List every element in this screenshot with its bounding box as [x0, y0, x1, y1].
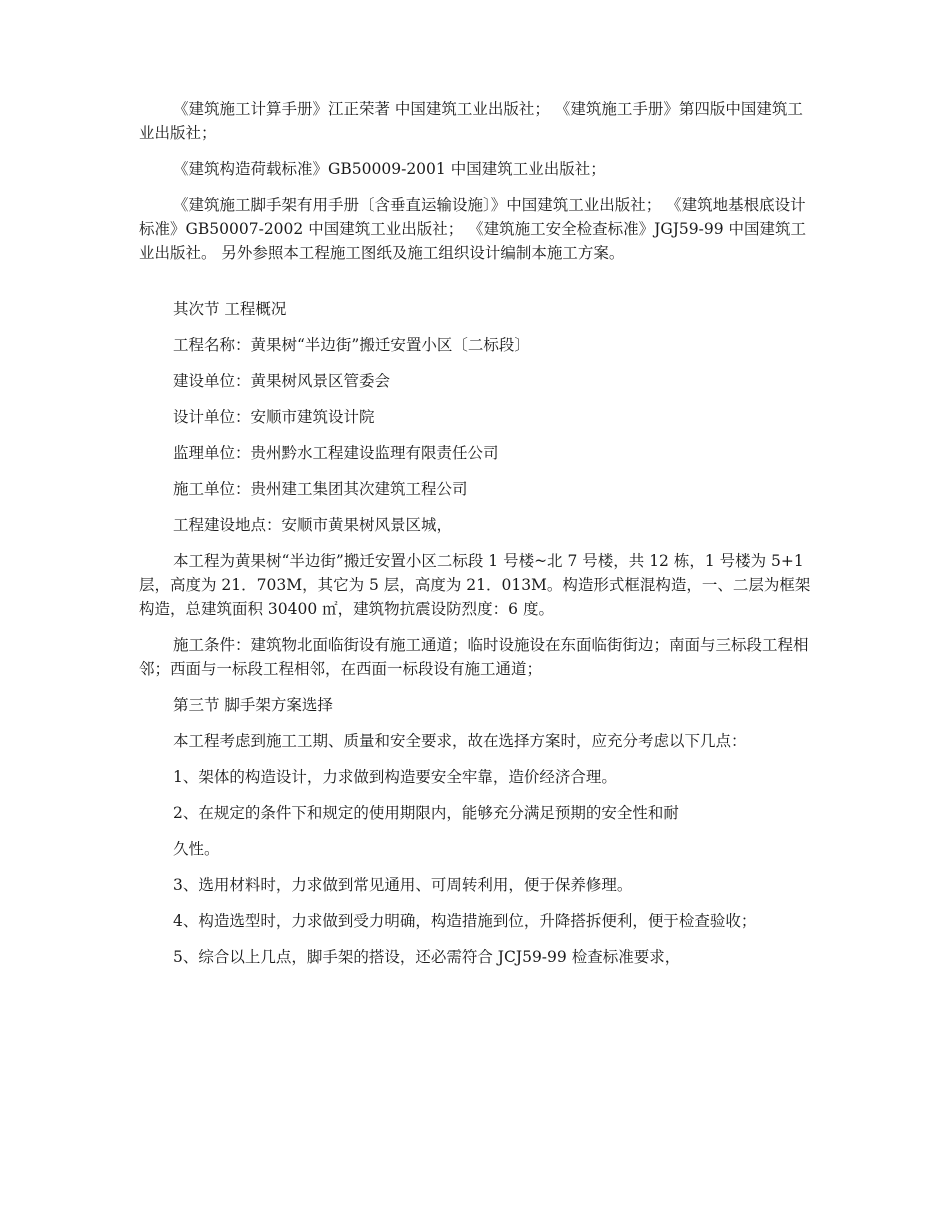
- reference-paragraph-3: 《建筑施工脚手架有用手册〔含垂直运输设施〕》中国建筑工业出版社； 《建筑地基根底设计标准》GB50007-2002 中国建筑工业出版社； 《建筑施工安全检查标准》JGJ59-99 中国建筑工业出版社。 另外参照本工程施工图纸及施工组织设计编制本施工方案。: [139, 196, 807, 262]
- contractor-line: 施工单位：贵州建工集团其次建筑工程公司: [173, 480, 468, 498]
- list-item: 1、架体的构造设计，力求做到构造要安全牢靠，造价经济合理。: [173, 768, 617, 786]
- reference-paragraph-1: 《建筑施工计算手册》江正荣著 中国建筑工业出版社； 《建筑施工手册》第四版中国建筑工业出版社；: [139, 100, 803, 142]
- site-conditions-paragraph: 施工条件：建筑物北面临街设有施工通道；临时设施设在东面临街街边；南面与三标段工程相邻；西面与一标段工程相邻，在西面一标段设有施工通道；: [139, 636, 809, 678]
- list-item: 3、选用材料时，力求做到常见通用、可周转利用，便于保养修理。: [173, 876, 633, 894]
- intro-paragraph: 本工程考虑到施工工期、质量和安全要求，故在选择方案时，应充分考虑以下几点：: [173, 732, 747, 750]
- overview-paragraph: 本工程为黄果树“半边街”搬迁安置小区二标段 1 号楼~北 7 号楼，共 12 栋，1 号楼为 5+1 层，高度为 21．703M，其它为 5 层，高度为 21．013M。构造形式框混构造，一、二层为框架构造，总建筑面积 30400 ㎡，建筑物抗震设防烈度：6 度。: [139, 552, 811, 618]
- section-heading: 其次节 工程概况: [173, 300, 287, 318]
- location-line: 工程建设地点：安顺市黄果树风景区城，: [173, 516, 453, 534]
- section-heading: 第三节 脚手架方案选择: [173, 696, 333, 714]
- list-item: 4、构造选型时，力求做到受力明确，构造措施到位，升降搭拆便利，便于检查验收；: [173, 912, 757, 930]
- owner-line: 建设单位：黄果树风景区管委会: [173, 372, 391, 390]
- list-item: 2、在规定的条件下和规定的使用期限内，能够充分满足预期的安全性和耐: [173, 804, 679, 822]
- list-item: 5、综合以上几点，脚手架的搭设，还必需符合 JCJ59-99 检查标准要求，: [173, 948, 681, 966]
- reference-paragraph-2: 《建筑构造荷载标准》GB50009-2001 中国建筑工业出版社；: [173, 160, 606, 178]
- list-item-continuation: 久性。: [173, 840, 220, 858]
- designer-line: 设计单位：安顺市建筑设计院: [173, 408, 375, 426]
- project-name-line: 工程名称：黄果树“半边街”搬迁安置小区〔二标段〕: [173, 336, 530, 354]
- supervisor-line: 监理单位：贵州黔水工程建设监理有限责任公司: [173, 444, 499, 462]
